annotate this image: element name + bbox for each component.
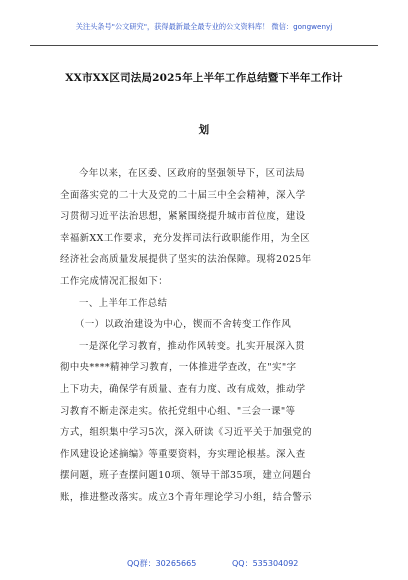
body-line: 上下功夫，确保学有质量、查有力度、改有成效，推动学 (60, 383, 306, 395)
header-banner: 关注头条号"公文研究"，获得最新最全最专业的公文资料库！ 微信：gongwenyj (75, 22, 333, 31)
document-title-line-1: XX市XX区司法局2025年上半年工作总结暨下半年工作计 (65, 72, 343, 84)
section-heading: 一、上半年工作总结 (79, 297, 168, 309)
document-title-line-2: 划 (198, 124, 210, 136)
footer-qq-contact: QQ：535304092 (232, 559, 299, 568)
footer-qq-group: QQ群：30265665 (127, 559, 197, 568)
body-line: 账，推进整改落实。成立3个青年理论学习小组，结合警示 (60, 491, 313, 503)
body-line: 一是深化学习教育，推动作风转变。扎实开展深入贯 (79, 340, 305, 352)
body-line: 习贯彻习近平法治思想，紧紧围绕提升城市首位度，建设 (60, 211, 306, 223)
body-line: 幸福新XX工作要求，充分发挥司法行政职能作用，为全区 (60, 232, 311, 244)
body-line: 今年以来，在区委、区政府的坚强领导下，区司法局 (79, 168, 305, 179)
document-body (60, 163, 362, 509)
body-line: 彻中央****精神学习教育，一体推进学查改，在"实"字 (60, 362, 297, 374)
body-line: 作风建设论述摘编》等重要资料，夯实理论根基。深入查 (60, 448, 306, 460)
body-line: 摆问题，班子查摆问题10项、领导干部35项，建立问题台 (60, 470, 312, 482)
body-line: 全面落实党的二十大及党的二十届三中全会精神，深入学 (60, 189, 306, 201)
header-divider (30, 45, 378, 46)
body-line: 习教育不断走深走实。依托党组中心组、"三会一课"等 (60, 405, 296, 417)
subsection-heading: （一）以政治建设为中心，锲而不舍转变工作作风 (75, 319, 292, 331)
body-line: 工作完成情况汇报如下： (60, 275, 169, 287)
body-line: 方式，组织集中学习5次，深入研读《习近平关于加强党的 (60, 427, 313, 439)
body-line: 经济社会高质量发展提供了坚实的法治保障。现将2025年 (60, 254, 312, 266)
